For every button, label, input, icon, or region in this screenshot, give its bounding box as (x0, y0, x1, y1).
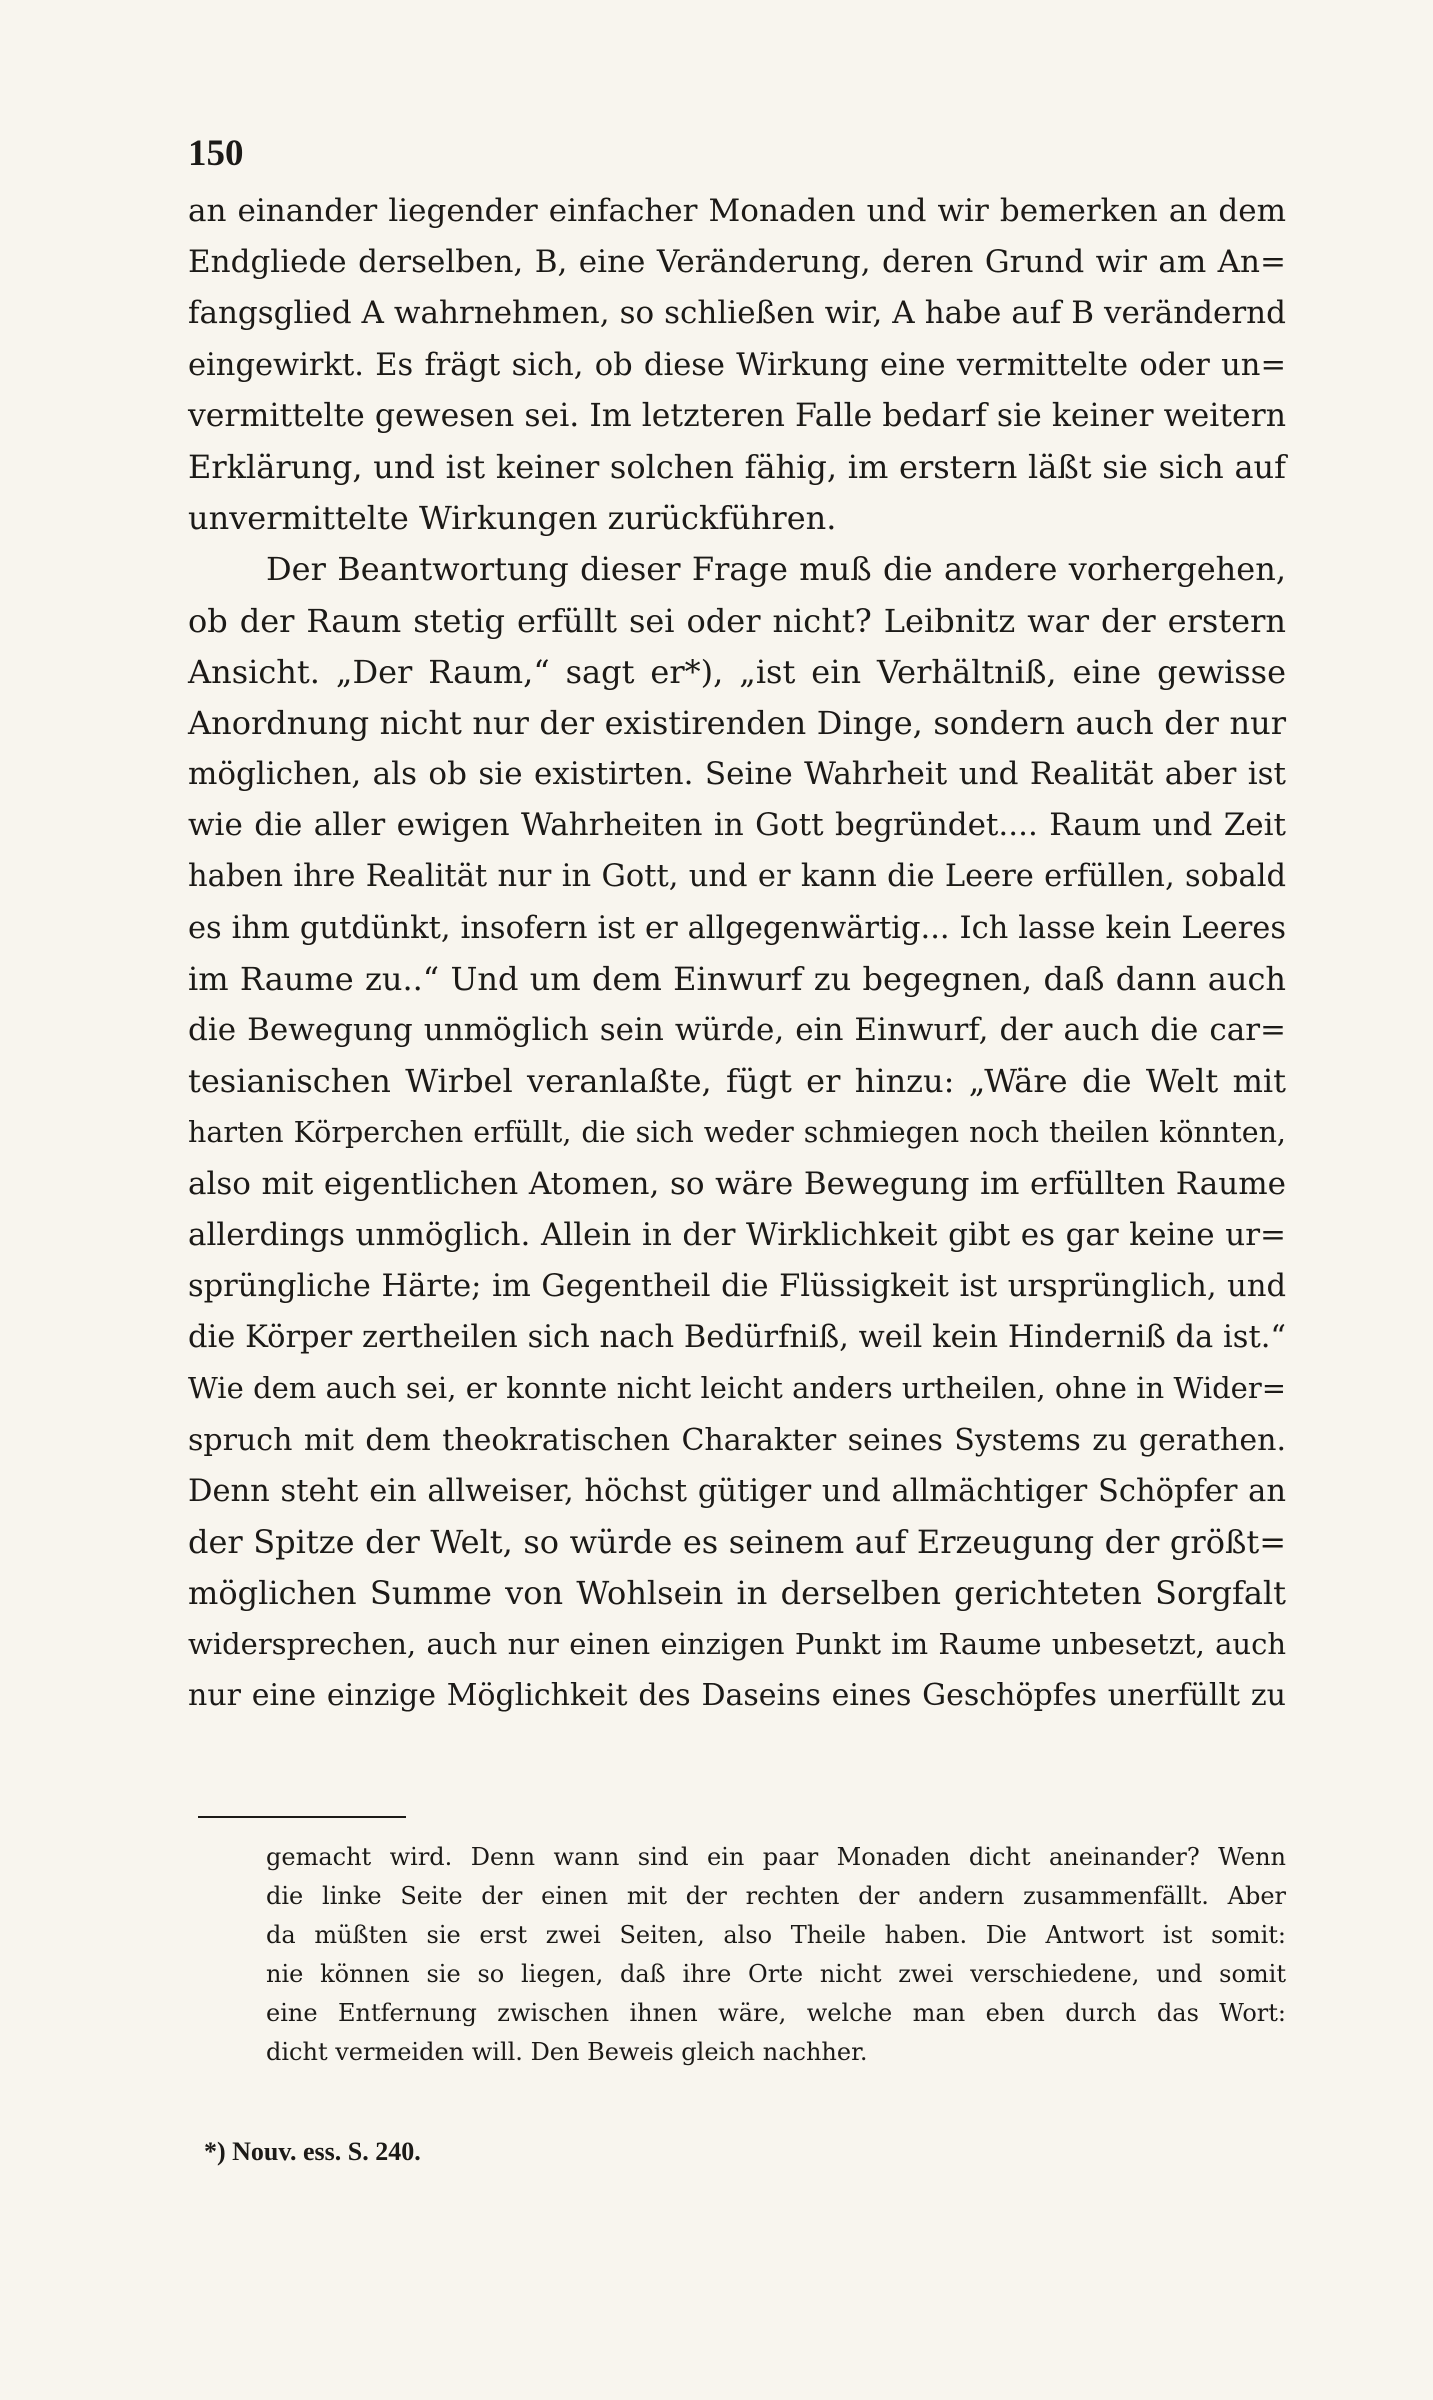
text-line: Der Beantwortung dieser Frage muß die andere vorhergehen, (266, 550, 1286, 589)
text-line: Erklärung, und ist keiner solchen fähig, im erstern läßt sie sich auf (188, 447, 1286, 486)
text-line: tesianischen Wirbel veranlaßte, fügt er hinzu: „Wäre die Welt mit (188, 1062, 1286, 1101)
text-line: also mit eigentlichen Atomen, so wäre Bewegung im erfüllten Raume (188, 1165, 1286, 1202)
text-line: die Bewegung unmöglich sein würde, ein Einwurf, der auch die car= (188, 1012, 1286, 1048)
note-line: gemacht wird. Denn wann sind ein paar Monaden dicht aneinander? Wenn (266, 1843, 1286, 1871)
text-line: Denn steht ein allweiser, höchst gütiger und allmächtiger Schöpfer an (188, 1473, 1286, 1509)
text-line: spruch mit dem theokratischen Charakter seines Systems zu gerathen. (188, 1422, 1286, 1458)
text-line: möglichen, als ob sie existirten. Seine Wahrheit und Realität aber ist (188, 756, 1286, 793)
note-line: eine Entfernung zwischen ihnen wäre, welche man eben durch das Wort: (266, 1999, 1286, 2027)
text-line: Endgliede derselben, B, eine Veränderung, deren Grund wir am An= (188, 244, 1286, 281)
text-line: allerdings unmöglich. Allein in der Wirklichkeit gibt es gar keine ur= (188, 1216, 1286, 1253)
continued-note (266, 1838, 1286, 2072)
text-line: eingewirkt. Es frägt sich, ob diese Wirkung eine vermittelte oder un= (188, 347, 1286, 383)
text-line: haben ihre Realität nur in Gott, und er kann die Leere erfüllen, sobald (188, 859, 1286, 895)
text-line: unvermittelte Wirkungen zurückführen. (188, 499, 837, 538)
text-line: nur eine einzige Möglichkeit des Daseins eines Geschöpfes unerfüllt zu (188, 1678, 1286, 1714)
note-line: dicht vermeiden will. Den Beweis gleich nachher. (266, 2038, 868, 2066)
text-line: die Körper zertheilen sich nach Bedürfniß, weil kein Hinderniß da ist.“ (188, 1320, 1286, 1356)
text-line: fangsglied A wahrnehmen, so schließen wir, A habe auf B verändernd (188, 295, 1286, 332)
text-line: es ihm gutdünkt, insofern ist er allgegenwärtig... Ich lasse kein Leeres (188, 910, 1286, 946)
text-line: vermittelte gewesen sei. Im letzteren Falle bedarf sie keiner weitern (188, 397, 1286, 434)
text-line: widersprechen, auch nur einen einzigen Punkt im Raume unbesetzt, auch (188, 1627, 1286, 1662)
text-line: Ansicht. „Der Raum,“ sagt er*), „ist ein Verhältniß, eine gewisse (188, 652, 1286, 691)
text-line: wie die aller ewigen Wahrheiten in Gott begründet.... Raum und Zeit (188, 807, 1286, 844)
text-line: an einander liegender einfacher Monaden und wir bemerken an dem (188, 193, 1286, 229)
footnote-divider (198, 1816, 406, 1818)
text-line: ob der Raum stetig erfüllt sei oder nicht? Leibnitz war der erstern (188, 601, 1286, 640)
note-line: da müßten sie erst zwei Seiten, also Theile haben. Die Antwort ist somit: (266, 1921, 1286, 1949)
page-number: 150 (188, 133, 244, 174)
text-line: möglichen Summe von Wohlsein in derselben gerichteten Sorgfalt (188, 1574, 1286, 1613)
note-line: nie können sie so liegen, daß ihre Orte nicht zwei verschiedene, und somit (266, 1960, 1286, 1988)
text-line: harten Körperchen erfüllt, die sich weder schmiegen noch theilen könnten, (188, 1116, 1286, 1150)
text-line: Wie dem auch sei, er konnte nicht leicht anders urtheilen, ohne in Wider= (188, 1371, 1286, 1406)
text-line: sprüngliche Härte; im Gegentheil die Flüssigkeit ist ursprünglich, und (188, 1268, 1286, 1304)
footnote: *) Nouv. ess. S. 240. (204, 2137, 421, 2166)
text-line: im Raume zu..“ Und um dem Einwurf zu begegnen, daß dann auch (188, 959, 1286, 998)
note-line: die linke Seite der einen mit der rechten der andern zusammenfällt. Aber (266, 1882, 1286, 1910)
text-line: Anordnung nicht nur der existirenden Dinge, sondern auch der nur (188, 703, 1286, 742)
main-text (188, 186, 1286, 1722)
text-line: der Spitze der Welt, so würde es seinem auf Erzeugung der größt= (188, 1522, 1286, 1561)
